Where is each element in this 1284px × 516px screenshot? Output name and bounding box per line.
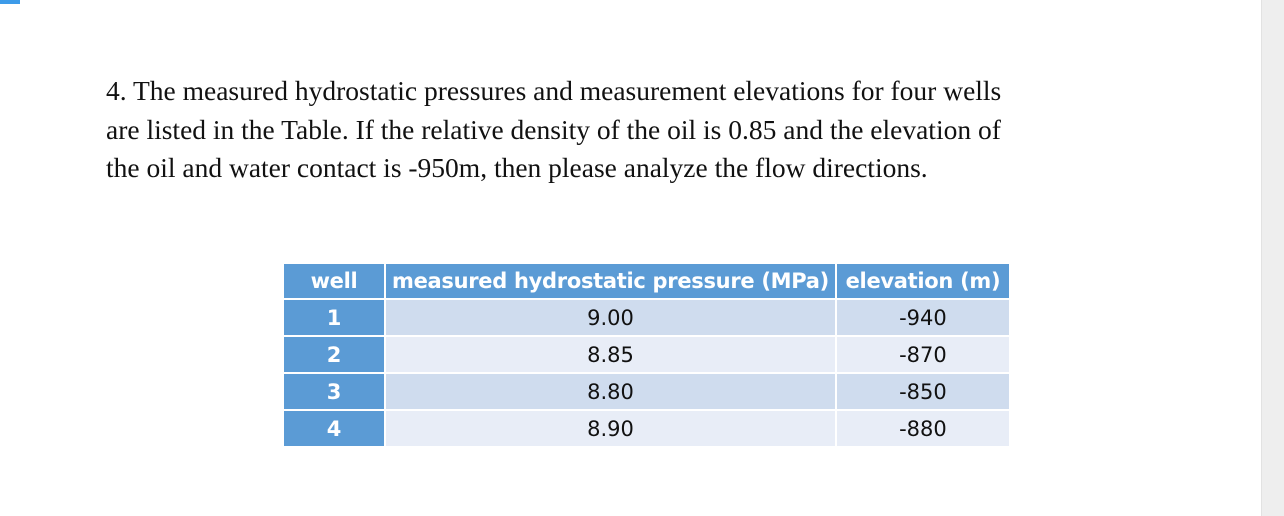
header-well: well [284, 264, 384, 298]
pressure-cell: 8.85 [386, 337, 835, 372]
corner-accent-mark [0, 0, 20, 4]
table-row [284, 337, 1009, 372]
table-row [284, 300, 1009, 335]
question-line-3: the oil and water contact is -950m, then please analyze the flow directions. [106, 152, 928, 183]
well-data-table [282, 262, 1011, 448]
table-row [284, 374, 1009, 409]
well-number-cell: 4 [284, 411, 384, 446]
well-number-cell: 1 [284, 300, 384, 335]
elevation-cell: -870 [837, 337, 1009, 372]
question-line-2: are listed in the Table. If the relative density of the oil is 0.85 and the elevation of [106, 113, 1001, 145]
well-number-cell: 2 [284, 337, 384, 372]
table-header-row [284, 264, 1009, 298]
elevation-cell: -940 [837, 300, 1009, 335]
table-row [284, 411, 1009, 446]
pressure-cell: 8.90 [386, 411, 835, 446]
elevation-cell: -850 [837, 374, 1009, 409]
header-elevation: elevation (m) [837, 264, 1009, 298]
question-text [106, 72, 1106, 188]
pressure-cell: 8.80 [386, 374, 835, 409]
question-line-1: 4. The measured hydrostatic pressures and measurement elevations for four wells [106, 75, 1002, 106]
right-scroll-gutter[interactable] [1261, 0, 1284, 516]
pressure-cell: 9.00 [386, 300, 835, 335]
well-number-cell: 3 [284, 374, 384, 409]
header-pressure: measured hydrostatic pressure (MPa) [386, 264, 835, 298]
elevation-cell: -880 [837, 411, 1009, 446]
